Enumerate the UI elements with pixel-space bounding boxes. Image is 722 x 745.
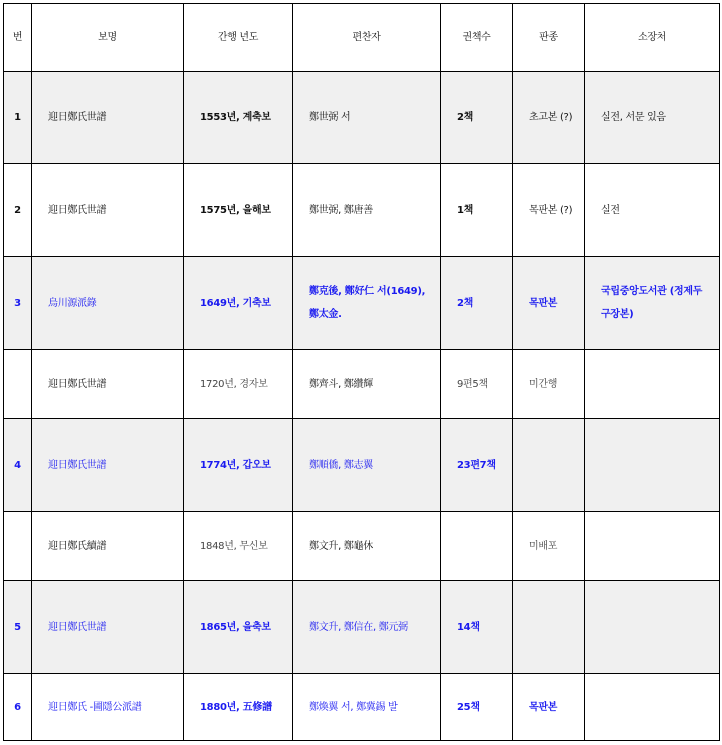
cell-year: 1553년, 계축보 <box>184 72 293 164</box>
header-volumes: 권책수 <box>441 4 513 72</box>
cell-edition: 목판본 <box>513 674 585 741</box>
cell-compiler: 鄭世弼 서 <box>293 72 441 164</box>
cell-number: 6 <box>4 674 32 741</box>
cell-number: 1 <box>4 72 32 164</box>
cell-year: 1774년, 갑오보 <box>184 419 293 512</box>
cell-volumes: 9편5책 <box>441 350 513 419</box>
cell-holder <box>585 419 720 512</box>
cell-volumes: 1책 <box>441 164 513 257</box>
cell-volumes: 23편7책 <box>441 419 513 512</box>
header-edition: 판종 <box>513 4 585 72</box>
cell-year: 1720년, 경자보 <box>184 350 293 419</box>
table-row <box>4 581 720 674</box>
cell-number <box>4 512 32 581</box>
header-year: 간행 년도 <box>184 4 293 72</box>
table-row <box>4 257 720 350</box>
cell-title: 迎日鄭氏世譜 <box>32 72 184 164</box>
cell-edition: 목판본 (?) <box>513 164 585 257</box>
cell-year: 1575년, 을해보 <box>184 164 293 257</box>
header-number: 번 <box>4 4 32 72</box>
cell-title: 烏川源派錄 <box>32 257 184 350</box>
cell-number <box>4 350 32 419</box>
cell-volumes: 2책 <box>441 257 513 350</box>
table-row <box>4 72 720 164</box>
cell-title: 迎日鄭氏世譜 <box>32 350 184 419</box>
cell-number: 4 <box>4 419 32 512</box>
cell-title: 迎日鄭氏世譜 <box>32 419 184 512</box>
cell-holder <box>585 512 720 581</box>
table-row <box>4 350 720 419</box>
genealogy-table <box>3 3 720 741</box>
cell-volumes <box>441 512 513 581</box>
cell-compiler: 鄭文升, 鄭信在, 鄭元弼 <box>293 581 441 674</box>
table-header-row <box>4 4 720 72</box>
header-holder: 소장처 <box>585 4 720 72</box>
cell-holder <box>585 674 720 741</box>
cell-holder: 국립중앙도서관 (정제두 구장본) <box>585 257 720 350</box>
cell-title: 迎日鄭氏世譜 <box>32 581 184 674</box>
cell-volumes: 2책 <box>441 72 513 164</box>
cell-number: 3 <box>4 257 32 350</box>
cell-edition: 초고본 (?) <box>513 72 585 164</box>
cell-holder <box>585 350 720 419</box>
table-row <box>4 674 720 741</box>
cell-compiler: 鄭順僑, 鄭志翼 <box>293 419 441 512</box>
cell-holder <box>585 581 720 674</box>
cell-edition <box>513 419 585 512</box>
cell-holder: 실전 <box>585 164 720 257</box>
cell-number: 5 <box>4 581 32 674</box>
cell-volumes: 14책 <box>441 581 513 674</box>
table-row <box>4 512 720 581</box>
table-row <box>4 164 720 257</box>
cell-year: 1880년, 五修譜 <box>184 674 293 741</box>
genealogy-table-container <box>3 3 720 741</box>
cell-number: 2 <box>4 164 32 257</box>
cell-compiler: 鄭世弼, 鄭唐善 <box>293 164 441 257</box>
cell-edition: 미배포 <box>513 512 585 581</box>
cell-volumes: 25책 <box>441 674 513 741</box>
cell-compiler: 鄭克後, 鄭好仁 서(1649), 鄭太金. <box>293 257 441 350</box>
cell-title: 迎日鄭氏 -圃隱公派譜 <box>32 674 184 741</box>
cell-year: 1865년, 을축보 <box>184 581 293 674</box>
table-row <box>4 419 720 512</box>
cell-title: 迎日鄭氏世譜 <box>32 164 184 257</box>
cell-title: 迎日鄭氏續譜 <box>32 512 184 581</box>
cell-year: 1848년, 무신보 <box>184 512 293 581</box>
cell-holder: 실전, 서문 있음 <box>585 72 720 164</box>
cell-compiler: 鄭文升, 鄭龜休 <box>293 512 441 581</box>
header-compiler: 편찬자 <box>293 4 441 72</box>
cell-compiler: 鄭煥翼 서, 鄭冀錫 발 <box>293 674 441 741</box>
header-title: 보명 <box>32 4 184 72</box>
cell-edition <box>513 581 585 674</box>
cell-compiler: 鄭齊斗, 鄭纘輝 <box>293 350 441 419</box>
cell-year: 1649년, 기축보 <box>184 257 293 350</box>
cell-edition: 목판본 <box>513 257 585 350</box>
cell-edition: 미간행 <box>513 350 585 419</box>
